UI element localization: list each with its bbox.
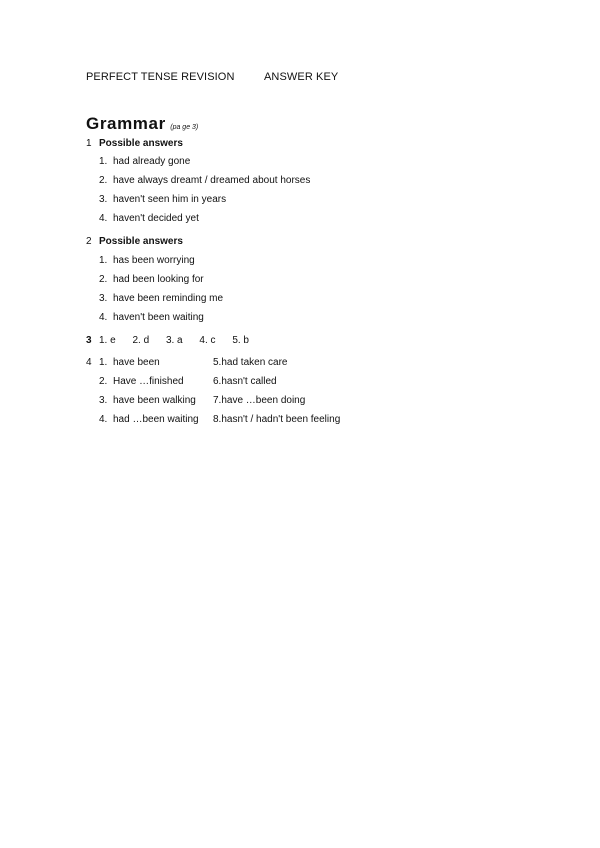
q1-heading: Possible answers	[99, 138, 183, 149]
q4-item-left: 4. had …been waiting	[99, 414, 199, 425]
q4-item-left: 3. have been walking	[99, 395, 196, 406]
q4-number: 4	[86, 357, 92, 368]
doc-header-left: PERFECT TENSE REVISION	[86, 71, 235, 83]
page-reference: (pa ge 3)	[170, 124, 199, 131]
section-title: Grammar	[86, 114, 166, 133]
q4-item-right: 5.had taken care	[213, 357, 288, 368]
q3-answer: 5. b	[232, 335, 249, 346]
q2-item: 3. have been reminding me	[99, 293, 224, 304]
q4-item-right: 8.hasn't / hadn't been feeling	[213, 414, 341, 425]
q3-answer: 4. c	[199, 335, 216, 346]
q3-number: 3	[86, 335, 92, 346]
q1-item: 3. haven't seen him in years	[99, 194, 227, 205]
q3-answer: 3. a	[165, 335, 183, 346]
q2-item: 2. had been looking for	[99, 274, 204, 285]
q2-item: 1. has been worrying	[99, 255, 195, 266]
q4-item-left: 1. have been	[99, 357, 160, 368]
section-heading	[86, 114, 198, 134]
doc-header-right: ANSWER KEY	[264, 71, 339, 83]
q3-answer: 2. d	[132, 335, 150, 346]
q1-item: 4. haven't decided yet	[99, 213, 199, 224]
q1-item: 2. have always dreamt / dreamed about horses	[99, 175, 311, 186]
q4-item-right: 7.have …been doing	[213, 395, 306, 406]
q3-answer: 1. e	[99, 335, 116, 346]
q4-item-right: 6.hasn't called	[213, 376, 277, 387]
q1-item: 1. had already gone	[99, 156, 191, 167]
q2-item: 4. haven't been waiting	[99, 312, 204, 323]
q4-item-left: 2. Have …finished	[99, 376, 184, 387]
q2-number: 2	[86, 236, 92, 247]
q2-heading: Possible answers	[99, 236, 183, 247]
q3-answers	[99, 335, 263, 346]
q1-number: 1	[86, 138, 92, 149]
